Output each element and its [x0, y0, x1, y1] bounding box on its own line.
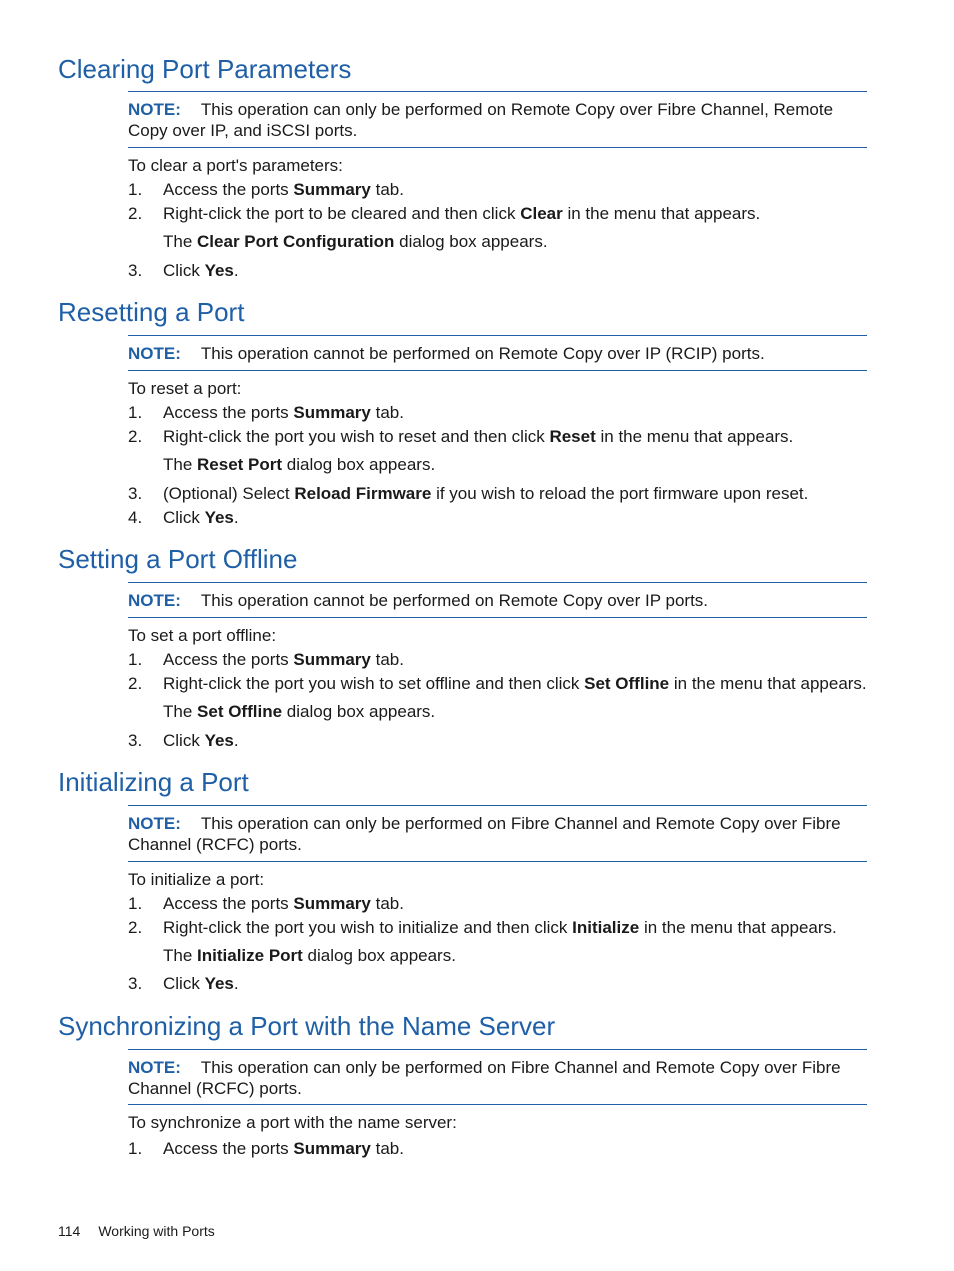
note-text: This operation can only be performed on Remote Copy over Fibre Channel, Remote Copy over IP, and iSCSI ports. [128, 100, 834, 140]
step-number: 1. [128, 403, 143, 422]
section-title: Clearing Port Parameters [58, 54, 352, 84]
step-result [163, 455, 435, 475]
note-box [128, 805, 867, 862]
step-number: 1. [128, 650, 143, 669]
step-text: . [233, 974, 239, 993]
step-text: The [163, 702, 198, 721]
note-box [128, 335, 867, 371]
step-number: 2. [128, 918, 143, 937]
note-label: NOTE: [128, 100, 181, 119]
ui-term: Yes [204, 261, 234, 280]
note-box [128, 1049, 867, 1105]
step-text: tab. [370, 1139, 404, 1158]
step-text: dialog box appears. [282, 455, 436, 474]
step-text: Right-click the port to be cleared and then click [163, 204, 521, 223]
step-number: 2. [128, 674, 143, 693]
step-text: Access the ports [163, 1139, 294, 1158]
ui-term: Initialize [572, 918, 640, 937]
step-number: 3. [128, 261, 143, 280]
step-text: Click [163, 261, 205, 280]
step-number: 3. [128, 731, 143, 750]
ui-term: Reset [549, 427, 596, 446]
ui-term: Clear Port Configuration [197, 232, 395, 251]
ui-term: Yes [204, 731, 234, 750]
step-number: 2. [128, 204, 143, 223]
step-text: The [163, 946, 198, 965]
step-text: The [163, 455, 198, 474]
ui-term: Reset Port [197, 455, 283, 474]
note-label: NOTE: [128, 1058, 181, 1077]
step-text: Click [163, 974, 205, 993]
note-text: This operation cannot be performed on Remote Copy over IP (RCIP) ports. [200, 344, 765, 363]
step-text: tab. [370, 403, 404, 422]
step-text: . [233, 508, 239, 527]
ui-term: Reload Firmware [294, 484, 432, 503]
step-text: Click [163, 731, 205, 750]
section-title: Synchronizing a Port with the Name Server [58, 1011, 556, 1041]
page-footer [58, 1223, 233, 1239]
note-box [128, 91, 867, 148]
step-text: . [233, 261, 239, 280]
step-result [163, 702, 435, 722]
step-number: 3. [128, 484, 143, 503]
step-number: 1. [128, 1139, 143, 1158]
step-number: 2. [128, 427, 143, 446]
step-text: . [233, 731, 239, 750]
note-label: NOTE: [128, 344, 181, 363]
ui-term: Summary [293, 180, 371, 199]
note-text: This operation can only be performed on Fibre Channel and Remote Copy over Fibre Channel (RCFC) ports. [128, 1058, 841, 1098]
intro-text: To initialize a port: [128, 870, 265, 889]
step-text: dialog box appears. [282, 702, 436, 721]
ui-term: Yes [204, 508, 234, 527]
section-title: Setting a Port Offline [58, 544, 298, 574]
step-result [163, 232, 548, 252]
step-text: Access the ports [163, 403, 294, 422]
page-number: 114 [58, 1223, 81, 1239]
step-text: Access the ports [163, 650, 294, 669]
note-label: NOTE: [128, 591, 181, 610]
intro-text: To synchronize a port with the name server: [128, 1113, 457, 1132]
step-text: Right-click the port you wish to initialize and then click [163, 918, 573, 937]
ui-term: Initialize Port [197, 946, 303, 965]
chapter-name: Working with Ports [98, 1223, 215, 1239]
step-text: Right-click the port you wish to reset and then click [163, 427, 550, 446]
note-text: This operation cannot be performed on Remote Copy over IP ports. [200, 591, 709, 610]
note-box [128, 582, 867, 618]
step-text: in the menu that appears. [639, 918, 837, 937]
step-text: tab. [370, 180, 404, 199]
step-text: in the menu that appears. [562, 204, 761, 223]
step-text: tab. [370, 894, 404, 913]
step-number: 1. [128, 894, 143, 913]
ui-term: Summary [293, 1139, 371, 1158]
step-text: if you wish to reload the port firmware upon reset. [431, 484, 809, 503]
ui-term: Set Offline [197, 702, 283, 721]
section-title: Initializing a Port [58, 767, 249, 797]
step-number: 4. [128, 508, 143, 527]
ui-term: Yes [204, 974, 234, 993]
intro-text: To clear a port's parameters: [128, 156, 343, 175]
ui-term: Summary [293, 650, 371, 669]
step-text: Access the ports [163, 180, 294, 199]
ui-term: Summary [293, 403, 371, 422]
ui-term: Clear [520, 204, 563, 223]
step-text: in the menu that appears. [669, 674, 867, 693]
step-text: dialog box appears. [302, 946, 456, 965]
intro-text: To set a port offline: [128, 626, 277, 645]
step-number: 3. [128, 974, 143, 993]
ui-term: Summary [293, 894, 371, 913]
step-text: Access the ports [163, 894, 294, 913]
step-text: Click [163, 508, 205, 527]
note-label: NOTE: [128, 814, 181, 833]
step-number: 1. [128, 180, 143, 199]
step-text: tab. [370, 650, 404, 669]
intro-text: To reset a port: [128, 379, 242, 398]
step-result [163, 946, 456, 966]
step-text: dialog box appears. [394, 232, 548, 251]
step-text: in the menu that appears. [595, 427, 794, 446]
section-title: Resetting a Port [58, 297, 245, 327]
note-text: This operation can only be performed on Fibre Channel and Remote Copy over Fibre Channel (RCFC) ports. [128, 814, 841, 854]
step-text: Right-click the port you wish to set offline and then click [163, 674, 585, 693]
ui-term: Set Offline [584, 674, 670, 693]
step-text: The [163, 232, 198, 251]
step-text: (Optional) Select [163, 484, 295, 503]
